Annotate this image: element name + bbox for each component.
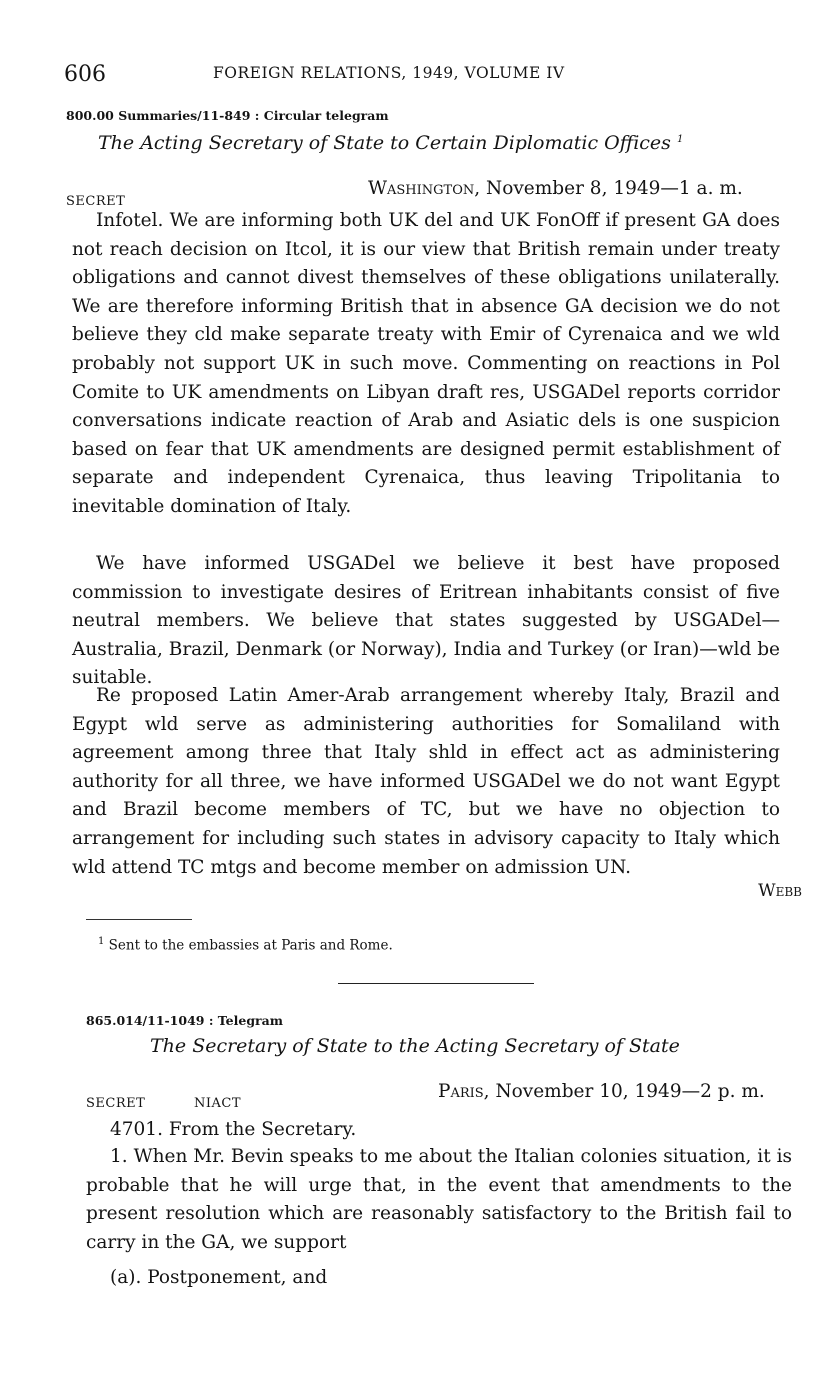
dateline: [368, 178, 743, 199]
dateline-time: November 8, 1949—1 a. m.: [486, 178, 743, 199]
footnote-divider: [86, 919, 192, 920]
paragraph: 1. When Mr. Bevin speaks to me about the Italian colonies situation, it is probable that he will urge that, in the event that amendments to the present resolution which are reasonably satisfactory to the British fail to carry in the GA, we support: [86, 1146, 792, 1253]
document-title: The Secretary of State to the Acting Secretary of State: [150, 1035, 680, 1057]
footnote-mark: 1: [98, 936, 105, 947]
dateline-time: November 10, 1949—2 p. m.: [495, 1081, 765, 1102]
priority-marking: NIACT: [194, 1096, 242, 1111]
page-number: 606: [64, 62, 106, 87]
file-reference: 800.00 Summaries/11-849 : Circular telegram: [66, 108, 389, 123]
dateline: [438, 1081, 765, 1102]
document-title: [98, 132, 683, 154]
paragraph: 4701. From the Secretary.: [110, 1119, 357, 1140]
section-divider: [338, 983, 534, 984]
footnote-text: Sent to the embassies at Paris and Rome.: [108, 937, 393, 954]
classification-marking: SECRET: [86, 1096, 146, 1111]
signature: Webb: [758, 881, 802, 901]
running-head: FOREIGN RELATIONS, 1949, VOLUME IV: [213, 64, 565, 82]
file-reference: 865.014/11-1049 : Telegram: [86, 1013, 283, 1028]
paragraph: (a). Postponement, and: [110, 1267, 328, 1288]
footnote-reference: 1: [676, 133, 684, 145]
dateline-place: Washington,: [368, 178, 481, 199]
dateline-place: Paris,: [438, 1081, 490, 1102]
classification-marking: SECRET: [66, 194, 126, 209]
document-title-text: The Acting Secretary of State to Certain Diplomatic Offices: [98, 132, 671, 154]
paragraph: Infotel. We are informing both UK del and UK FonOff if present GA does not reach decision on Itcol, it is our view that British remain under treaty obligations and cannot divest themselves of these obligations unilaterally. We are therefore informing British that in absence GA decision we do not believe they cld make separate treaty with Emir of Cyrenaica and we wld probably not support UK in such move. Commenting on reactions in Pol Comite to UK amendments on Libyan draft res, USGADel reports corridor conversations indicate reaction of Arab and Asiatic dels is one suspicion based on fear that UK amendments are designed permit establishment of separate and independent Cyrenaica, thus leaving Tripolitania to inevitable domination of Italy.: [72, 210, 780, 517]
paragraph: Re proposed Latin Amer-Arab arrangement whereby Italy, Brazil and Egypt wld serve as administering authorities for Somaliland with agreement among three that Italy shld in effect act as administering authority for all three, we have informed USGADel we do not want Egypt and Brazil become members of TC, but we have no objection to arrangement for including such states in advisory capacity to Italy which wld attend TC mtgs and become member on admission UN.: [72, 685, 780, 878]
paragraph: We have informed USGADel we believe it best have proposed commission to investigate desires of Eritrean inhabitants consist of five neutral members. We believe that states suggested by USGADel—Australia, Brazil, Denmark (or Norway), India and Turkey (or Iran)—wld be suitable.: [72, 553, 780, 689]
footnote: [98, 936, 393, 954]
